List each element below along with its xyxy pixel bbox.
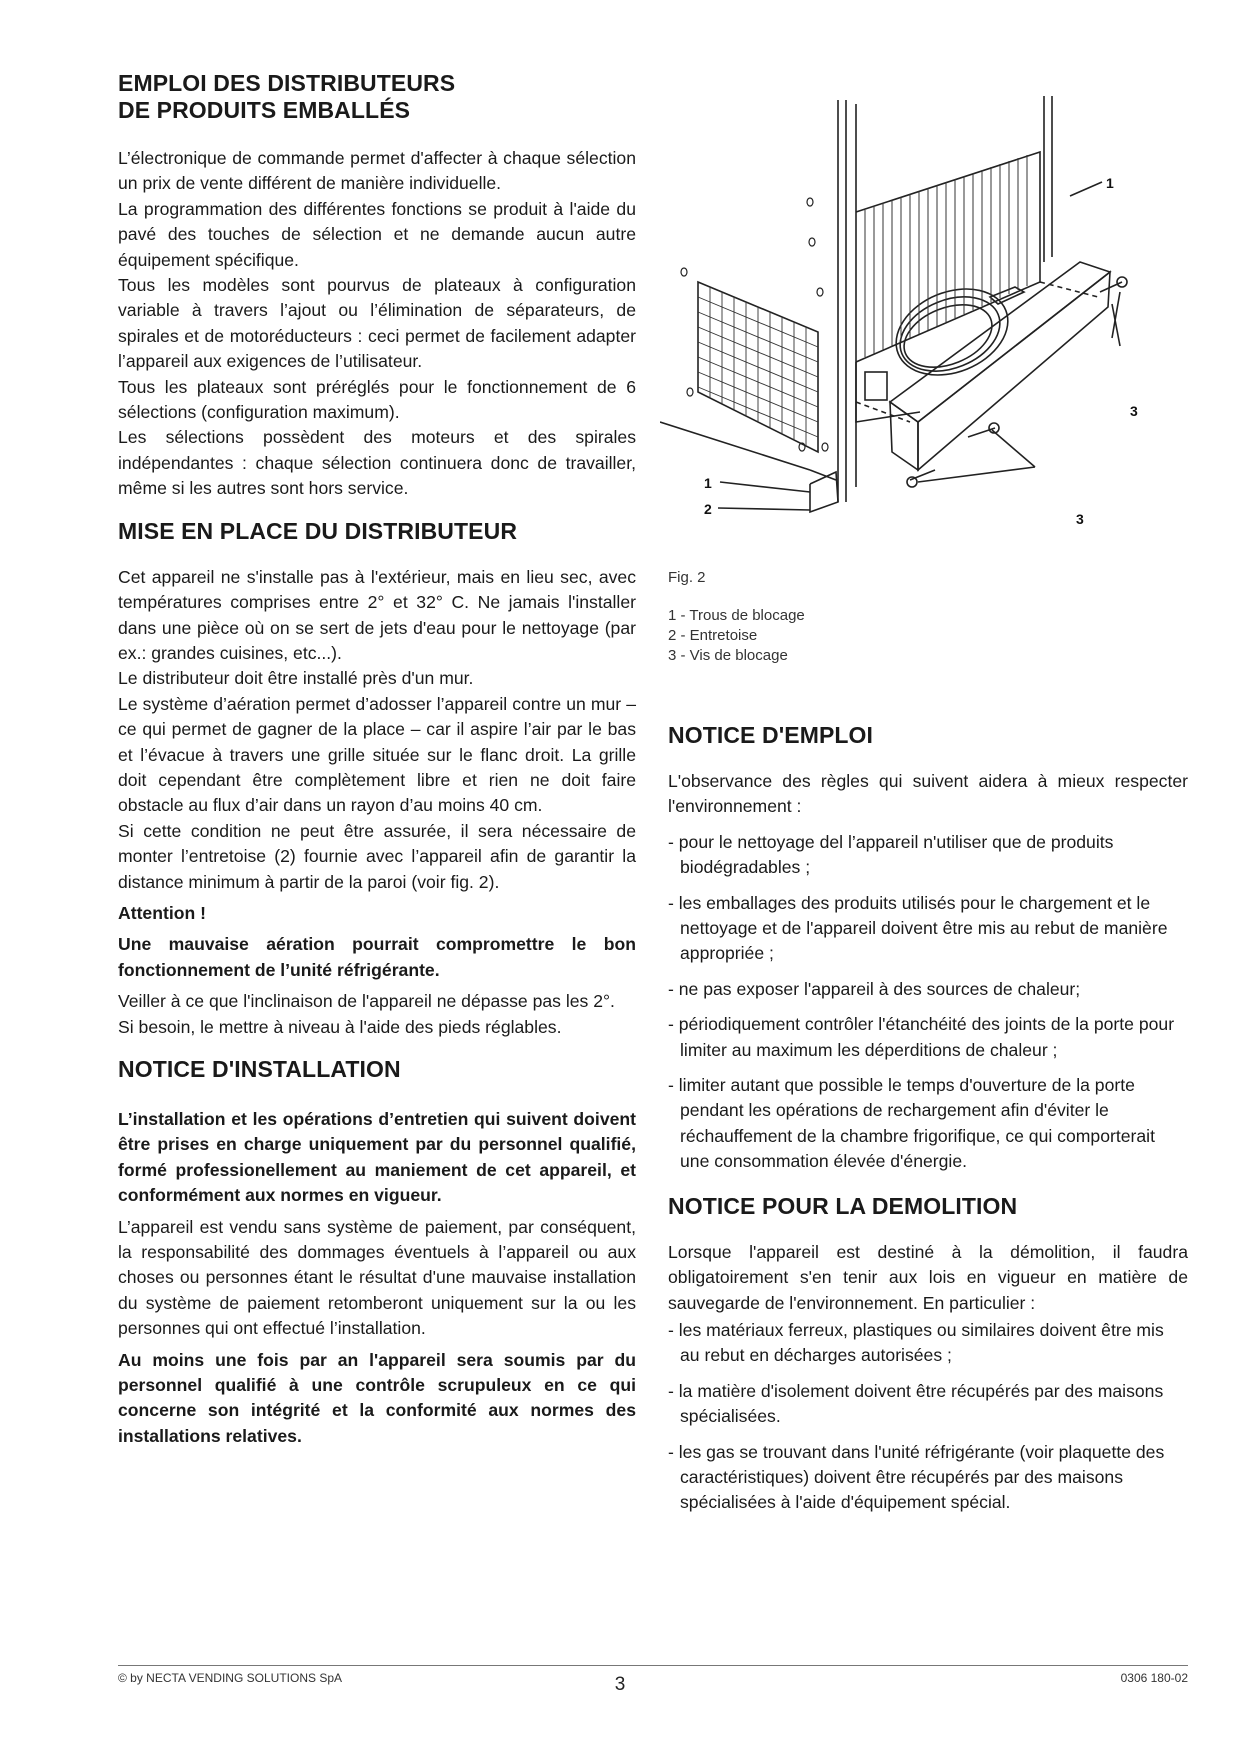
paragraph: Cet appareil ne s'installe pas à l'extérieur, mais en lieu sec, avec températures comprises entre 2° et 32° C. Ne jamais l'installer dans une pièce où on se sert de jets d'eau pour le nettoyage (par ex.: grandes cuisines, etc...). bbox=[118, 566, 636, 663]
figure-legend bbox=[668, 606, 805, 666]
section-title-demolition: NOTICE POUR LA DEMOLITION bbox=[668, 1192, 1018, 1219]
environment-rules-list bbox=[668, 830, 1188, 1175]
list-item: - pour le nettoyage del l’appareil n'utiliser que de produits biodégradables ; bbox=[668, 831, 1114, 878]
paragraph: Veiller à ce que l'inclinaison de l'appareil ne dépasse pas les 2°. bbox=[118, 991, 615, 1012]
list-item: - périodiquement contrôler l'étanchéité des joints de la porte pour limiter au maximum les déperditions de chaleur ; bbox=[668, 1014, 1175, 1060]
document-code: 0306 180-02 bbox=[1120, 1671, 1188, 1685]
section-title-emploi bbox=[118, 70, 636, 124]
paragraph: Tous les plateaux sont préréglés pour le fonctionnement de 6 sélections (configuration maximum). bbox=[118, 376, 636, 423]
callout-3-top: 3 bbox=[1130, 403, 1138, 419]
section-title-mise-en-place: MISE EN PLACE DU DISTRIBUTEUR bbox=[118, 517, 518, 544]
title-line: EMPLOI DES DISTRIBUTEURS bbox=[118, 70, 456, 96]
bold-notice: L’installation et les opérations d’entretien qui suivent doivent être prises en charge uniquement par du personnel qualifié, formé professionellement au maniement de cet appareil, et conformément aux normes en vigueur. bbox=[118, 1109, 636, 1206]
footer-divider bbox=[118, 1665, 1188, 1666]
paragraph: Le système d’aération permet d’adosser l’appareil contre un mur – ce qui permet de gagner de la place – car il aspire l’air par le bas et l’évacue à travers une grille située sur le flanc droit. La grille doit cependant être complètement libre et rien ne doit faire obstacle au flux d’air dans un rayon d’au moins 40 cm. bbox=[118, 693, 636, 816]
section-title-emploi-notice: NOTICE D'EMPLOI bbox=[668, 722, 874, 748]
paragraph: L’appareil est vendu sans système de paiement, par conséquent, la responsabilité des dommages éventuels à l’appareil ou aux choses ou personnes étant le résultat d'une mauvaise installation du système de paiement retomberont uniquement sur la ou les personnes qui ont effectué l’installation. bbox=[118, 1216, 636, 1339]
paragraph: Les sélections possèdent des moteurs et des spirales indépendantes : chaque sélection continuera donc de travailler, même si les autres sont hors service. bbox=[118, 427, 636, 499]
list-item: - limiter autant que possible le temps d'ouverture de la porte pendant les opérations de rechargement afin d'éviter le réchauffement de la chambre frigorifique, ce qui comporterait une consommation élevée d'énergie. bbox=[668, 1075, 1155, 1172]
left-column bbox=[118, 70, 636, 1449]
legend-item: 1 - Trous de blocage bbox=[668, 607, 805, 624]
paragraph: La programmation des différentes fonctions se produit à l'aide du pavé des touches de sélection et ne demande aucun autre équipement spécifique. bbox=[118, 198, 636, 270]
callout-1-bottom: 1 bbox=[704, 475, 712, 491]
callout-1-top: 1 bbox=[1106, 175, 1114, 191]
figure-caption: Fig. 2 bbox=[668, 569, 706, 586]
list-item: - la matière d'isolement doivent être récupérés par des maisons spécialisées. bbox=[668, 1380, 1164, 1427]
right-column bbox=[668, 722, 1188, 1526]
list-item: - les gas se trouvant dans l'unité réfrigérante (voir plaquette des caractéristiques) doivent être récupérés par des maisons spécialisées à l'aide d'équipement spécial. bbox=[668, 1441, 1165, 1513]
callout-2: 2 bbox=[704, 501, 712, 517]
paragraph: Tous les modèles sont pourvus de plateaux à configuration variable à travers l’ajout ou l’élimination de séparateurs, de spirales et de motoréducteurs : ceci permet de facilement adapter l’appareil aux exigences de l’utilisateur. bbox=[118, 275, 636, 372]
legend-item: 3 - Vis de blocage bbox=[668, 647, 788, 664]
paragraph: L’électronique de commande permet d'affecter à chaque sélection un prix de vente différent de manière individuelle. bbox=[118, 148, 636, 194]
footer-copyright: © by NECTA VENDING SOLUTIONS SpA bbox=[118, 1671, 343, 1685]
paragraph: Si besoin, le mettre à niveau à l'aide des pieds réglables. bbox=[118, 1016, 562, 1037]
figure-2-illustration bbox=[660, 92, 1200, 552]
warning-text: Une mauvaise aération pourrait compromettre le bon fonctionnement de l’unité réfrigérante. bbox=[118, 934, 636, 980]
list-item: - les emballages des produits utilisés pour le chargement et le nettoyage et de l'appareil doivent être mis au rebut de manière appropriée ; bbox=[668, 892, 1168, 964]
attention-label: Attention ! bbox=[118, 902, 206, 923]
paragraph: Si cette condition ne peut être assurée, il sera nécessaire de monter l’entretoise (2) fournie avec l’appareil afin de garantir la distance minimum à partir de la paroi (voir fig. 2). bbox=[118, 820, 636, 892]
legend-item: 2 - Entretoise bbox=[668, 627, 758, 644]
section-title-installation: NOTICE D'INSTALLATION bbox=[118, 1056, 401, 1082]
bold-notice: Au moins une fois par an l'appareil sera soumis par du personnel qualifié à une contrôle scrupuleux en ce qui concerne son intégrité et la conformité aux normes des installations relatives. bbox=[118, 1349, 636, 1446]
machine-spacer-drawing bbox=[660, 92, 1200, 552]
list-item: - ne pas exposer l'appareil à des sources de chaleur; bbox=[668, 978, 1081, 999]
title-line: DE PRODUITS EMBALLÉS bbox=[118, 97, 411, 123]
paragraph: Lorsque l'appareil est destiné à la démolition, il faudra obligatoirement s'en tenir aux lois en vigueur en matière de sauvegarde de l'environnement. En particulier : bbox=[668, 1241, 1188, 1313]
paragraph: L'observance des règles qui suivent aidera à mieux respecter l'environnement : bbox=[668, 771, 1188, 817]
demolition-rules-list bbox=[668, 1318, 1188, 1516]
list-item: - les matériaux ferreux, plastiques ou similaires doivent être mis au rebut en décharges autorisées ; bbox=[668, 1319, 1164, 1366]
page-number: 3 bbox=[614, 1674, 626, 1695]
callout-3-bottom: 3 bbox=[1076, 511, 1084, 527]
paragraph: Le distributeur doit être installé près d'un mur. bbox=[118, 668, 474, 689]
